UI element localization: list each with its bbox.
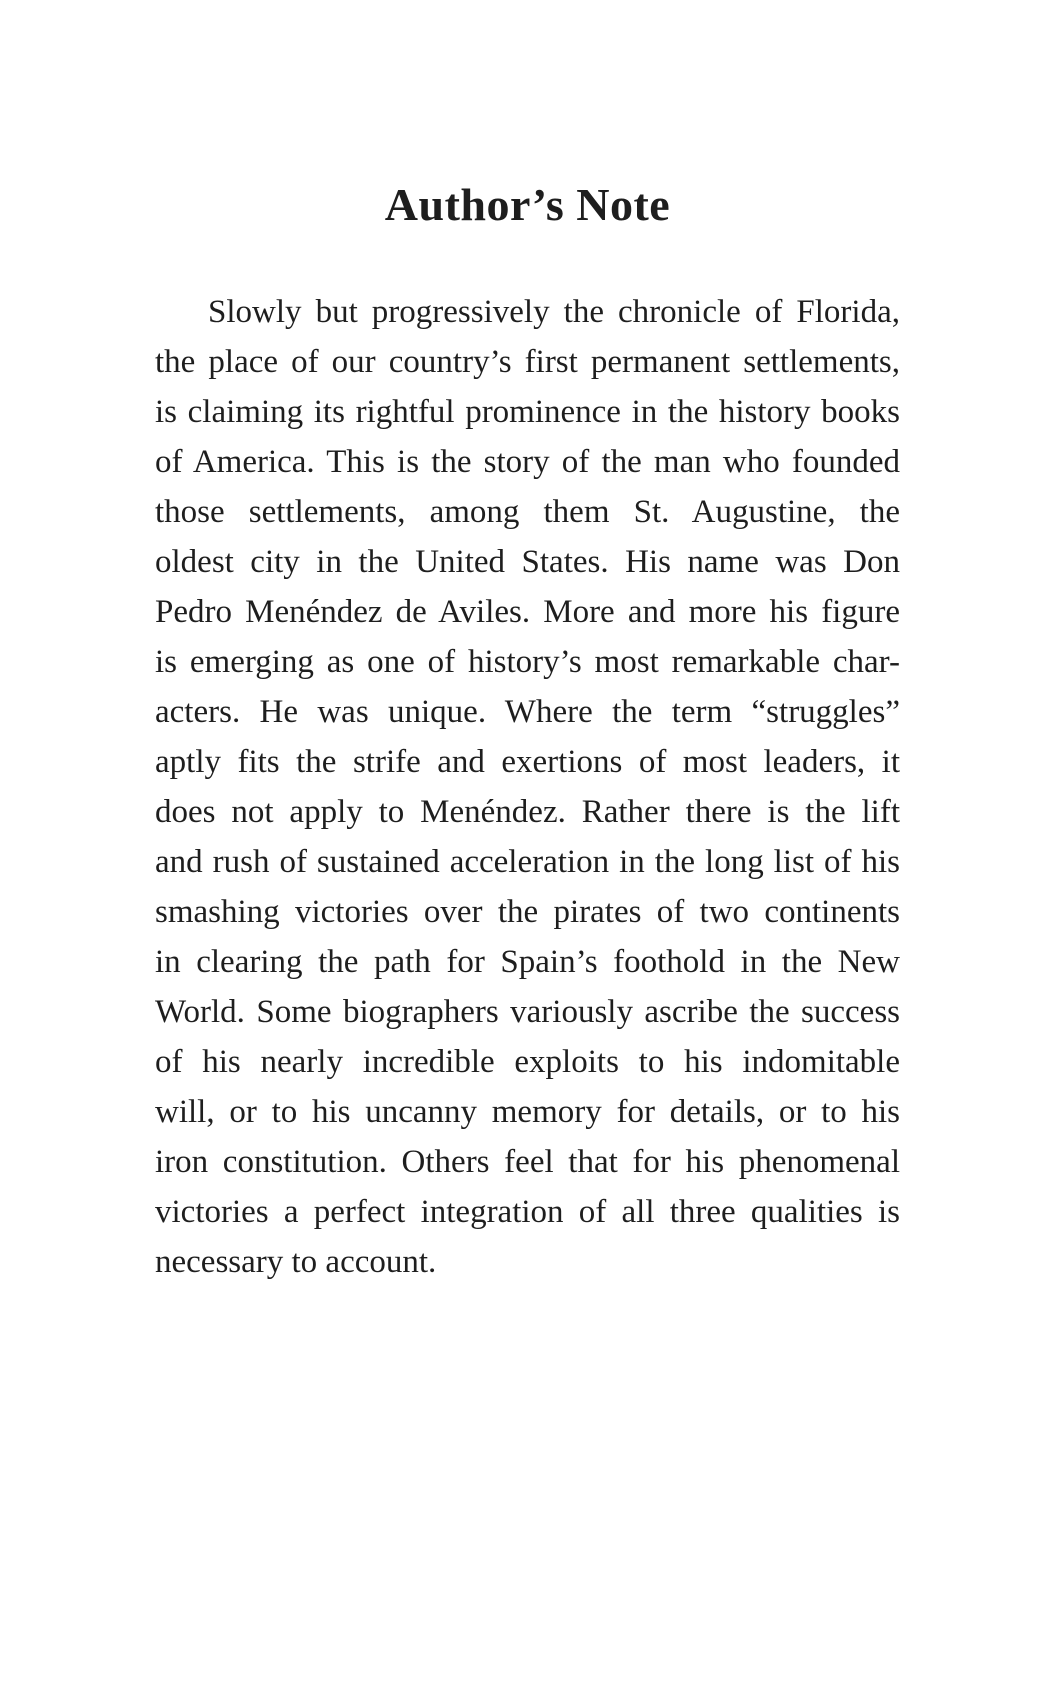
text-line: is claiming its rightful prominence in the history books	[155, 394, 900, 430]
text-line: acters. He was unique. Where the term “struggles”	[155, 694, 900, 730]
text-line: those settlements, among them St. Augustine, the	[155, 494, 900, 530]
text-line: smashing victories over the pirates of two continents	[155, 894, 900, 930]
text-line: the place of our country’s first permanent settlements,	[155, 344, 900, 380]
text-line: of his nearly incredible exploits to his indomitable	[155, 1044, 900, 1080]
text-line: oldest city in the United States. His name was Don	[155, 544, 900, 580]
page-heading: Author’s Note	[384, 179, 671, 230]
text-line: iron constitution. Others feel that for his phenomenal	[155, 1144, 900, 1180]
text-line: and rush of sustained acceleration in the long list of his	[155, 844, 900, 880]
text-line: is emerging as one of history’s most remarkable char-	[155, 644, 900, 680]
text-line: World. Some biographers variously ascribe the success	[155, 994, 900, 1030]
authors-note-paragraph	[155, 287, 900, 1287]
text-line: Pedro Menéndez de Aviles. More and more his figure	[155, 594, 900, 630]
text-line: aptly fits the strife and exertions of most leaders, it	[155, 744, 900, 780]
text-line: victories a perfect integration of all three qualities is	[155, 1194, 900, 1230]
text-line: of America. This is the story of the man who founded	[155, 444, 900, 480]
text-line: does not apply to Menéndez. Rather there is the lift	[155, 794, 900, 830]
text-line: Slowly but progressively the chronicle of Florida,	[208, 294, 900, 330]
text-line: in clearing the path for Spain’s foothold in the New	[155, 944, 900, 980]
text-line: will, or to his uncanny memory for details, or to his	[155, 1094, 900, 1130]
text-line: necessary to account.	[155, 1244, 437, 1280]
